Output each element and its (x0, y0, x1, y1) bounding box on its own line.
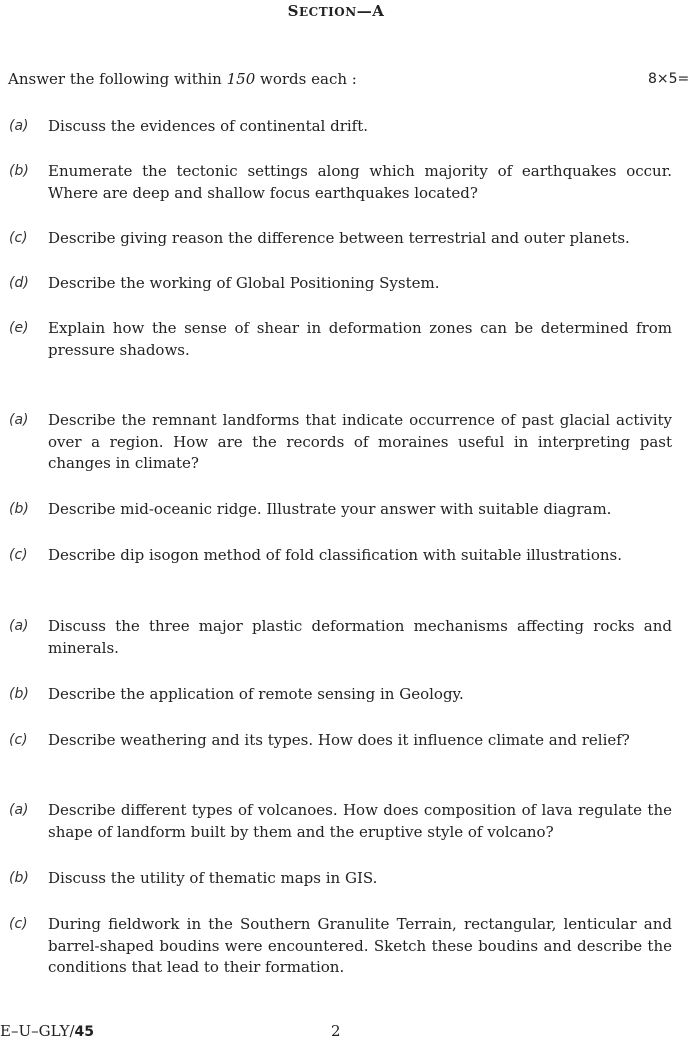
question-text: Explain how the sense of shear in deformation zones can be determined from pressure shadows. (48, 319, 672, 359)
section-heading-rest: ECTION (299, 5, 357, 19)
question-text: Describe the remnant landforms that indicate occurrence of past glacial activity over a region. How are the records of moraines useful in interpreting past changes in climate? (48, 411, 672, 472)
instructions-text (8, 70, 357, 88)
instructions-after: words each : (255, 70, 357, 88)
question-text: Describe the working of Global Positioning System. (48, 274, 440, 292)
paper-code-number: 45 (74, 1024, 95, 1040)
question-text: Describe different types of volcanoes. How does composition of lava regulate the shape of landform built by them and the eruptive style of volcano? (48, 801, 672, 841)
question-label: (a) (9, 618, 29, 634)
question-text: During fieldwork in the Southern Granulite Terrain, rectangular, lenticular and barrel-shaped boudins were encountered. Sketch these boudins and describe the conditions that lead to their formation. (48, 915, 672, 976)
paper-code (0, 1022, 94, 1040)
word-limit: 150 (226, 70, 256, 88)
page-footer (0, 1022, 680, 1042)
question-label: (a) (9, 802, 29, 818)
question-text: Describe weathering and its types. How does it influence climate and relief? (48, 731, 630, 749)
paper-code-prefix: E–U–GLY/ (0, 1022, 75, 1040)
question-label: (b) (9, 686, 29, 702)
question-text: Describe mid-oceanic ridge. Illustrate your answer with suitable diagram. (48, 500, 612, 518)
question-label: (b) (9, 163, 29, 179)
question-label: (a) (9, 118, 29, 134)
question-text: Enumerate the tectonic settings along which majority of earthquakes occur. Where are deep and shallow focus earthquakes located? (48, 162, 672, 202)
question-text: Describe dip isogon method of fold classification with suitable illustrations. (48, 546, 622, 564)
question-text: Describe giving reason the difference between terrestrial and outer planets. (48, 229, 630, 247)
question-label: (c) (9, 230, 28, 246)
page-number: 2 (331, 1022, 341, 1040)
section-heading-suffix: —A (356, 2, 385, 20)
question-text: Discuss the evidences of continental drift. (48, 117, 369, 135)
question-label: (b) (9, 870, 29, 886)
question-label: (c) (9, 732, 28, 748)
question-text: Describe the application of remote sensing in Geology. (48, 685, 464, 703)
question-label: (c) (9, 547, 28, 563)
question-text: Discuss the three major plastic deformation mechanisms affecting rocks and minerals. (48, 617, 672, 657)
question-label: (b) (9, 501, 29, 517)
instructions-before: Answer the following within (8, 70, 227, 88)
question-label: (c) (9, 916, 28, 932)
instructions-row (8, 70, 689, 90)
marks-allocation: 8×5= (648, 71, 689, 87)
question-text: Discuss the utility of thematic maps in GIS. (48, 869, 378, 887)
section-heading-initial: S (287, 2, 300, 20)
question-label: (a) (9, 412, 29, 428)
section-heading (0, 2, 672, 20)
question-label: (d) (9, 275, 29, 291)
question-label: (e) (9, 320, 29, 336)
